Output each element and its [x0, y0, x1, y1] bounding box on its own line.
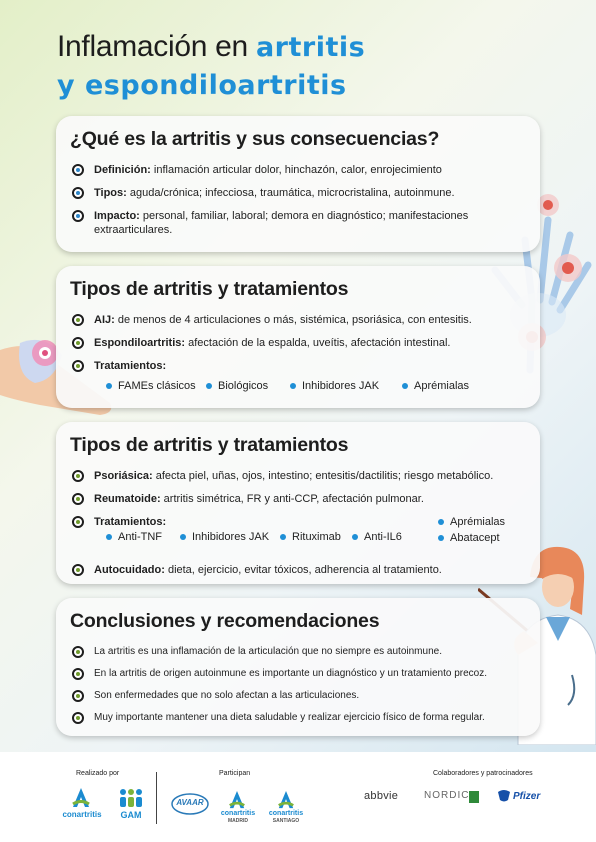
gam-logo-text: GAM [120, 810, 142, 820]
treatment-item: Abatacept [438, 531, 505, 545]
card1-heading: ¿Qué es la artritis y sus consecuencias? [70, 128, 440, 150]
conartritis-logo-text: conartritis [62, 810, 102, 819]
card3-item-reumatoide: Reumatoide: artritis simétrica, FR y anti-CCP, afectación pulmonar. [70, 492, 524, 506]
bullet-icon [72, 337, 84, 349]
card2-item-aij: AIJ: de menos de 4 articulaciones o más, sistémica, psoriásica, con entesitis. [70, 313, 524, 327]
santiago-text: SANTIAGO [272, 818, 300, 824]
card3-treatment-list-right [438, 515, 505, 545]
gam-logo-icon [118, 788, 144, 808]
card3-item-psoriasica: Psoriásica: afecta piel, uñas, ojos, intestino; entesitis/dactilitis; riesgo metabólico. [70, 469, 524, 483]
conartritis-madrid-text: conartritis [220, 810, 256, 817]
card-what-is-arthritis [56, 116, 540, 252]
card3-treatment-list [94, 530, 402, 544]
card-types-treatments-2 [56, 422, 540, 584]
card1-item-types: Tipos: aguda/crónica; infecciosa, traumática, microcristalina, autoinmune. [70, 186, 524, 200]
bullet-icon [72, 470, 84, 482]
conclusion-item: Muy importante mantener una dieta saludable y realizar ejercicio físico de forma regular. [70, 711, 524, 725]
bullet-icon [72, 187, 84, 199]
conclusion-item: En la artritis de origen autoinmune es importante un diagnóstico y un tratamiento precoz. [70, 667, 524, 681]
avaar-logo-text: AVAAR [176, 798, 204, 807]
bullet-icon [72, 646, 84, 658]
abbvie-logo: abbvie [364, 790, 399, 802]
footer-label-colaboradores: Colaboradores y patrocinadores [433, 770, 533, 777]
bullet-icon [72, 668, 84, 680]
bullet-icon [72, 690, 84, 702]
card1-item-definition: Definición: inflamación articular dolor, hinchazón, calor, enrojecimiento [70, 163, 524, 177]
footer-divider [156, 772, 157, 824]
pfizer-logo: Pfizer [513, 791, 541, 802]
card2-item-treatments: Tratamientos: FAMEs clásicos Biológicos Inhibidores JAK Aprémialas [70, 359, 524, 393]
card3-item-treatments: Tratamientos: Anti-TNF Inhibidores JAK Rituximab Anti-IL6 Aprémialas Abatacept [70, 515, 524, 557]
conartritis-santiago-text: conartritis [268, 810, 304, 817]
footer [0, 752, 596, 842]
treatment-item: FAMEs clásicos [106, 379, 206, 393]
bullet-icon [72, 314, 84, 326]
conartritis-logo-icon [71, 787, 91, 809]
bullet-icon [72, 493, 84, 505]
card3-item-autocuidado: Autocuidado: dieta, ejercicio, evitar tóxicos, adherencia al tratamiento. [70, 563, 524, 577]
conclusion-item: Son enfermedades que no solo afectan a las articulaciones. [70, 689, 524, 703]
card-types-treatments-1 [56, 266, 540, 408]
nordic-square-icon [469, 791, 479, 803]
bullet-icon [72, 564, 84, 576]
treatment-item: Anti-IL6 [352, 530, 402, 544]
card1-item-impact: Impacto: personal, familiar, laboral; demora en diagnóstico; manifestaciones extraarticulares. [70, 209, 524, 237]
treatment-item: Anti-TNF [106, 530, 180, 544]
nordic-logo: NORDIC [424, 790, 470, 801]
footer-label-participan: Participan [219, 770, 251, 777]
conclusion-item: La artritis es una inflamación de la articulación que no siempre es autoinmune. [70, 645, 524, 659]
bullet-icon [72, 210, 84, 222]
footer-label-realizado: Realizado por [76, 770, 120, 777]
conartritis-madrid-logo-icon [228, 790, 246, 810]
card4-heading: Conclusiones y recomendaciones [70, 610, 380, 632]
bullet-icon [72, 516, 84, 528]
title-plain: Inflamación en [57, 30, 256, 63]
page-title [57, 30, 365, 103]
bullet-icon [72, 360, 84, 372]
card3-heading: Tipos de artritis y tratamientos [70, 434, 349, 456]
card2-heading: Tipos de artritis y tratamientos [70, 278, 349, 300]
madrid-text: MADRID [228, 818, 248, 824]
treatment-item: Inhibidores JAK [180, 530, 280, 544]
conartritis-santiago-logo-icon [277, 790, 295, 810]
treatment-item: Aprémialas [438, 515, 505, 529]
title-accent-2: y espondiloartritis [57, 70, 347, 101]
card2-treatment-list [94, 379, 524, 393]
treatment-item: Inhibidores JAK [290, 379, 402, 393]
treatment-item: Rituximab [280, 530, 352, 544]
treatment-item: Aprémialas [402, 379, 469, 393]
card2-item-espondiloartritis: Espondiloartritis: afectación de la espalda, uveítis, afectación intestinal. [70, 336, 524, 350]
treatment-item: Biológicos [206, 379, 290, 393]
bullet-icon [72, 712, 84, 724]
bullet-icon [72, 164, 84, 176]
title-accent-1: artritis [255, 32, 366, 63]
card-conclusions [56, 598, 540, 736]
pfizer-logo-icon [496, 788, 512, 804]
